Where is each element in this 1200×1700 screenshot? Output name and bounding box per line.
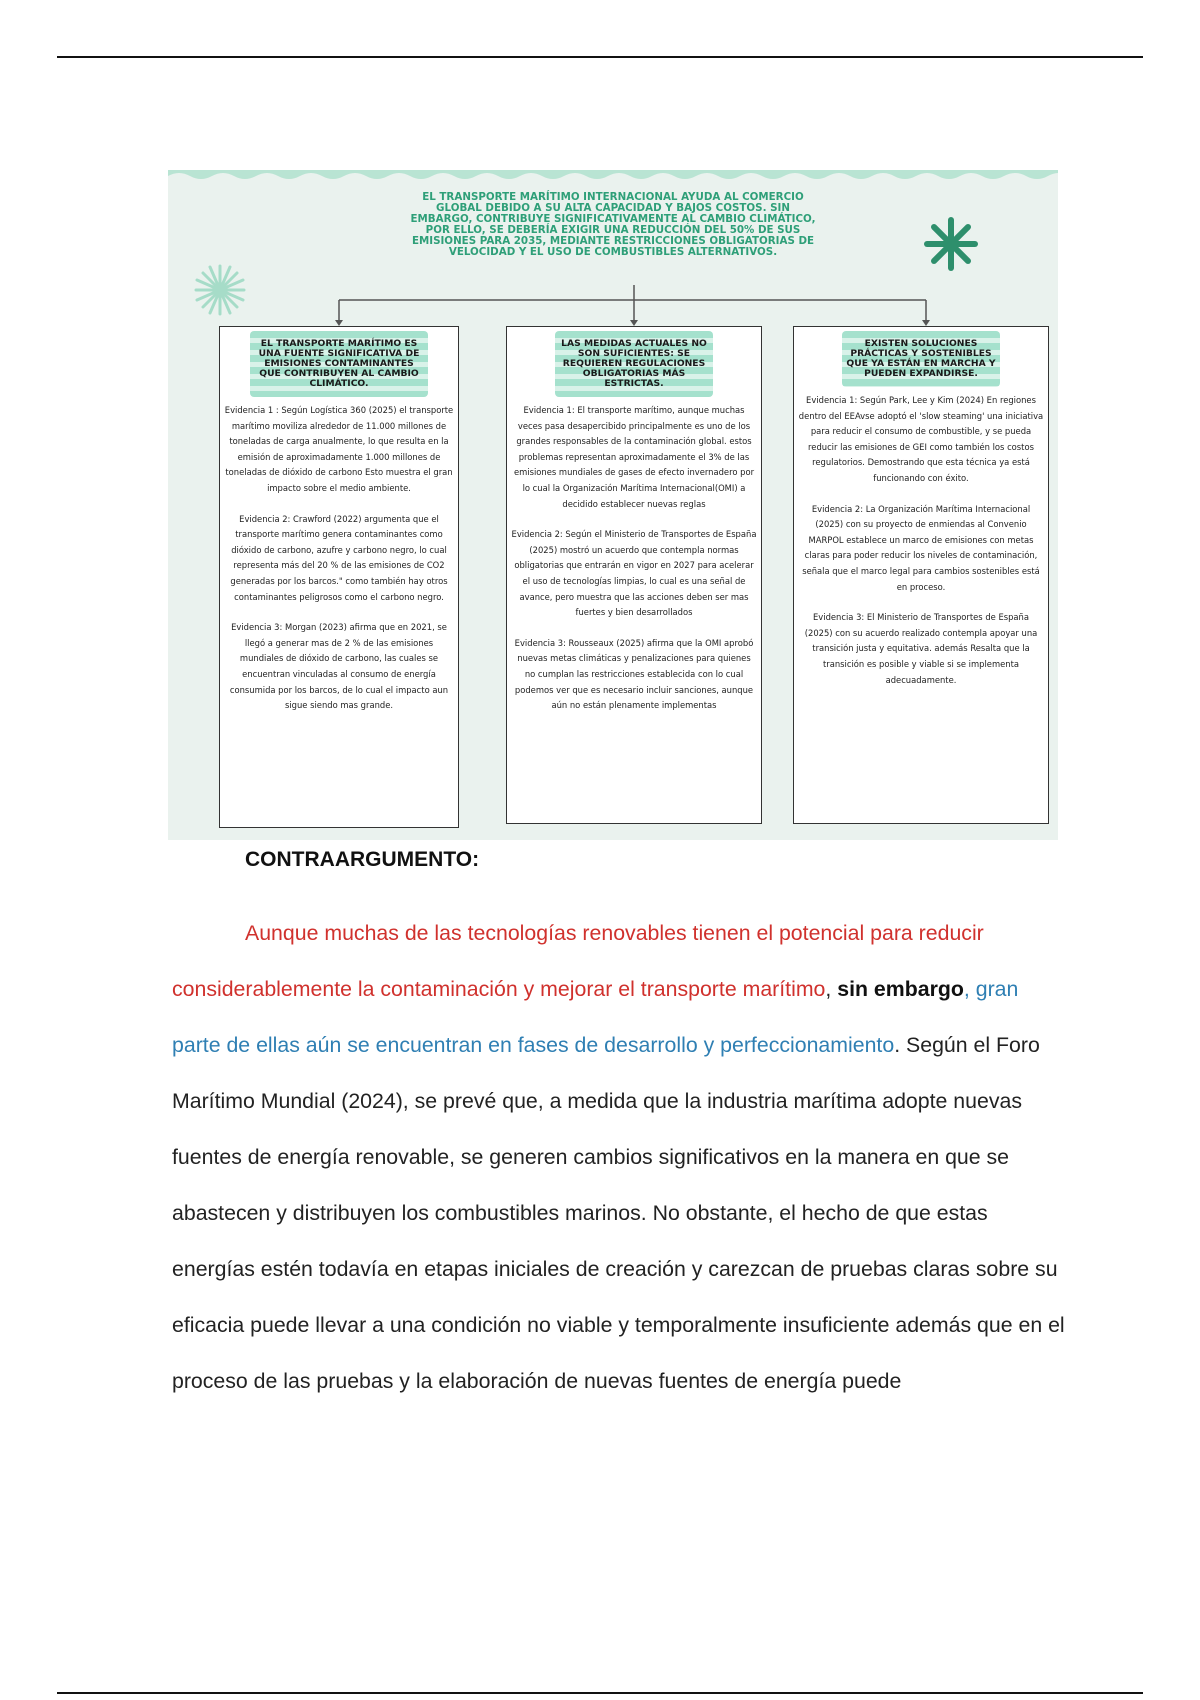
bold-connector: sin embargo (837, 977, 964, 1001)
paragraph-rest: . Según el Foro Marítimo Mundial (2024), se prevé que, a medida que la industria marítima adopte nuevas fuentes de energía renovable, se generen cambios significativos en la manera en que se abastecen y distribuyen los combustibles marinos. No obstante, el hecho de que estas energías estén todavía en etapas iniciales de creación y carezcan de pruebas claras sobre su eficacia puede llevar a una condición no viable y temporalmente insuficiente además que en el proceso de las pruebas y la elaboración de nuevas fuentes de energía puede (172, 1033, 1065, 1393)
evidence-item: Evidencia 2: La Organización Marítima Internacional (2025) con su proyecto de enmiendas al Convenio MARPOL establece un marco de emisiones con metas claras para poder reducir los niveles de contaminación, señala que el marco legal para cambios sostenibles está en proceso. (802, 503, 1040, 592)
comma: , (825, 977, 832, 1001)
counterargument-paragraph (172, 905, 1072, 1409)
evidence-item: Evidencia 2: Crawford (2022) argumenta que el transporte marítimo genera contaminantes como dióxido de carbono, azufre y carbono negro, lo cual representa más del 20 % de las emisiones de CO2 generadas por los barcos." como también hay otros contaminantes peligrosos como el carbono negro. (230, 513, 448, 602)
blue-clause: gran parte de ellas aún se encuentran en fases de desarrollo y perfeccionamiento (172, 977, 1019, 1057)
evidence-list (224, 403, 454, 714)
bottom-rule (57, 1692, 1143, 1694)
column-heading: EL TRANSPORTE MARÍTIMO ES UNA FUENTE SIGNIFICATIVA DE EMISIONES CONTAMINANTES QUE CONTRIBUYEN AL CAMBIO CLIMÁTICO. (250, 331, 428, 397)
evidence-item: Evidencia 3: Morgan (2023) afirma que en 2021, se llegó a generar mas de 2 % de las emisiones mundiales de dióxido de carbono, las cuales se encuentran vinculadas al consumo de energía consumida por los barcos, de lo cual el impacto aun sigue siendo mas grande. (229, 622, 449, 711)
top-rule (57, 56, 1143, 58)
evidence-item: Evidencia 1: El transporte marítimo, aunque muchas veces pasa desapercibido principalmente es uno de los grandes responsables de la contaminación global. estos problemas representan aproximadamente el 3% de las emisiones mundiales de gases de efecto invernadero por lo cual la Organización Marítima Internacional(OMI) a decidido establecer nuevas reglas (513, 405, 755, 509)
argument-column-3 (793, 326, 1049, 824)
argument-column-1 (219, 326, 459, 828)
evidence-item: Evidencia 1 : Según Logística 360 (2025) el transporte marítimo moviliza alrededor de 11.000 millones de toneladas de carga anualmente, lo que resulta en la emisión de aproximadamente 1.000 millones de toneladas de dióxido de carbono Esto muestra el gran impacto sobre el medio ambiente. (224, 405, 454, 493)
starburst-icon (192, 262, 248, 318)
evidence-item: Evidencia 3: El Ministerio de Transportes de España (2025) con su acuerdo realizado contempla apoyar una transición justa y equitativa. además Resalta que la transición es posible y viable si se implementa adecuadamente. (804, 612, 1038, 685)
evidence-list (511, 403, 757, 714)
comma: , (963, 977, 970, 1001)
argument-infographic (168, 170, 1058, 840)
column-heading: EXISTEN SOLUCIONES PRÁCTICAS Y SOSTENIBLES QUE YA ESTÁN EN MARCHA Y PUEDEN EXPANDIRSE. (842, 331, 1000, 387)
wave-border-top (168, 170, 1058, 184)
red-clause: Aunque muchas de las tecnologías renovables tienen el potencial para reducir considerablemente la contaminación y mejorar el transporte marítimo (172, 921, 984, 1001)
evidence-item: Evidencia 3: Rousseaux (2025) afirma que la OMI aprobó nuevas metas climáticas y penalizaciones para quienes no cumplan las restricciones establecida con lo cual podemos ver que es necesario incluir sanciones, aunque aún no están plenamente implementas (514, 637, 754, 711)
evidence-item: Evidencia 2: Según el Ministerio de Transportes de España (2025) mostró un acuerdo que contempla normas obligatorias que entrarán en vigor en 2027 para acelerar el uso de tecnologías limpias, lo cual es una señal de avance, pero muestra que las acciones deben ser mas fuertes y bien desarrollados (511, 529, 757, 618)
evidence-list (798, 393, 1044, 688)
section-heading: CONTRAARGUMENTO: (245, 848, 480, 871)
evidence-item: Evidencia 1: Según Park, Lee y Kim (2024) En regiones dentro del EEAvse adoptó el 'slow steaming' una iniciativa para reducir el consumo de combustible, y se pueda reducir las emisiones de GEI como también los costos regulatorios. Demostrando que esta técnica ya está funcionando con éxito. (798, 395, 1044, 483)
column-heading: LAS MEDIDAS ACTUALES NO SON SUFICIENTES: SE REQUIEREN REGULACIONES OBLIGATORIAS MÁS ESTRICTAS. (555, 331, 713, 397)
argument-column-2 (506, 326, 762, 824)
starburst-icon (923, 216, 979, 272)
main-thesis: EL TRANSPORTE MARÍTIMO INTERNACIONAL AYUDA AL COMERCIO GLOBAL DEBIDO A SU ALTA CAPACIDAD Y BAJOS COSTOS. SIN EMBARGO, CONTRIBUYE SIGNIFICATIVAMENTE AL CAMBIO CLIMÁTICO, POR ELLO, SE DEBERÍA EXIGIR UNA REDUCCIÓN DEL 50% DE SUS EMISIONES PARA 2035, MEDIANTE RESTRICCIONES OBLIGATORIAS DE VELOCIDAD Y EL USO DE COMBUSTIBLES ALTERNATIVOS. (410, 191, 816, 258)
